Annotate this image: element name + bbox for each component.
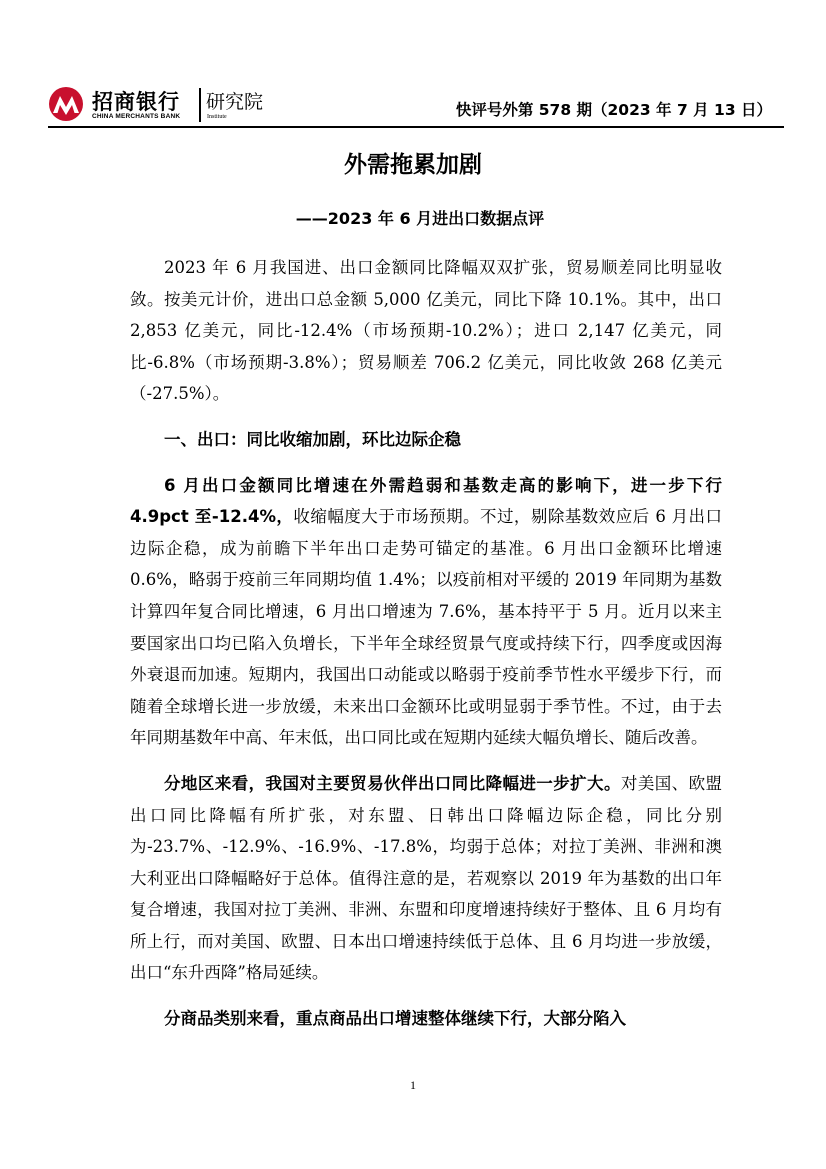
section-heading: 一、出口：同比收缩加剧，环比边际企稳 <box>164 429 461 449</box>
bank-logo-icon <box>48 86 84 122</box>
issue-label: 快评号外第 578 期（2023 年 7 月 13 日） <box>455 101 772 119</box>
page-subtitle: ——2023 年 6 月进出口数据点评 <box>295 209 545 228</box>
paragraph-lead: 分地区来看，我国对主要贸易伙伴出口同比降幅进一步扩大。 <box>164 773 621 793</box>
paragraph-lead: 6 月出口金额同比增速在外需趋弱和基数走高的影响下，进一步下行 4.9pct 至-12.4%， <box>130 475 722 527</box>
institute-english: Institute <box>207 114 227 120</box>
paragraph-text: 收缩幅度大于市场预期。不过，剔除基数效应后 6 月出口边际企稳，成为前瞻下半年出口走势可锚定的基准。6 月出口金额环比增速 0.6%，略弱于疫前三年同期均值 1.4%；以疫前相对平缓的 2019 年同期为基数计算四年复合同比增速，6 月出口增速为 7.6%，基本持平于 5 月。近月以来主要国家出口均已陷入负增长，下半年全球经贸景气度或持续下行，四季度或因海外衰退而加速。短期内，我国出口动能或以略弱于疫前季节性水平缓步下行，而随着全球增长进一步放缓，未来出口金额环比或明显弱于季节性。不过，由于去年同期基数年中高、年末低，出口同比或在短期内延续大幅负增长、随后改善。 <box>130 507 722 748</box>
logo-chinese-name: 招商银行 <box>92 90 180 114</box>
page-header <box>48 84 784 130</box>
paragraph-products <box>130 1003 722 1035</box>
report-body <box>130 252 722 1035</box>
intro-paragraph: 2023 年 6 月我国进、出口金额同比降幅双双扩张，贸易顺差同比明显收敛。按美元计价，进出口总金额 5,000 亿美元，同比下降 10.1%。其中，出口 2,853 亿美元，同比-12.4%（市场预期-10.2%）；进口 2,147 亿美元，同比-6.8%（市场预期-3.8%）；贸易顺差 706.2 亿美元，同比收敛 268 亿美元（-27.5%）。 <box>130 258 722 404</box>
page-title: 外需拖累加剧 <box>344 152 482 178</box>
page-number: 1 <box>410 1078 416 1092</box>
paragraph-text: 对美国、欧盟出口同比降幅有所扩张，对东盟、日韩出口降幅边际企稳，同比分别为-23.7%、-12.9%、-16.9%、-17.8%，均弱于总体；对拉丁美洲、非洲和澳大利亚出口降幅略好于总体。值得注意的是，若观察以 2019 年为基数的出口年复合增速，我国对拉丁美洲、非洲、东盟和印度增速持续好于整体、且 6 月均有所上行，而对美国、欧盟、日本出口增速持续低于总体、且 6 月均进一步放缓，出口“东升西降”格局延续。 <box>130 773 722 983</box>
logo-english-name: CHINA MERCHANTS BANK <box>92 113 181 120</box>
paragraph-regions <box>130 768 722 989</box>
header-rule <box>48 126 784 128</box>
institute-name: 研究院 <box>206 91 264 113</box>
paragraph-exports <box>130 470 722 754</box>
paragraph-lead: 分商品类别来看，重点商品出口增速整体继续下行，大部分陷入 <box>164 1009 626 1029</box>
logo-divider <box>199 88 201 122</box>
